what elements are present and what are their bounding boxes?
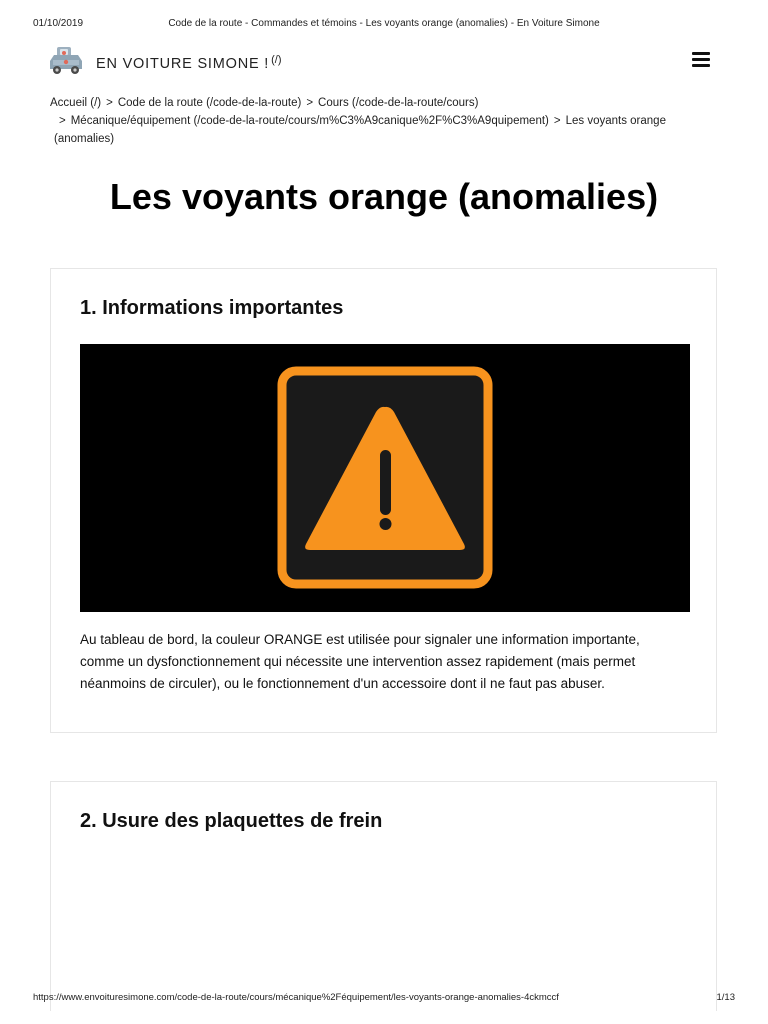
breadcrumb-separator: >: [553, 115, 561, 127]
print-document-title: Code de la route - Commandes et témoins - Les voyants orange (anomalies) - En Voiture Simone: [168, 18, 600, 29]
breadcrumb-item-cours[interactable]: Cours (/code-de-la-route/cours): [318, 97, 479, 109]
breadcrumb-separator: >: [306, 97, 314, 109]
print-date: 01/10/2019: [33, 18, 84, 29]
menu-bar: [692, 58, 710, 61]
menu-bar: [692, 64, 710, 67]
car-mascot-icon[interactable]: [48, 44, 84, 78]
breadcrumb-item-mecanique[interactable]: Mécanique/équipement (/code-de-la-route/cours/m%C3%A9canique%2F%C3%A9quipement): [70, 115, 549, 127]
print-footer: [33, 992, 735, 1006]
section-card-informations: [50, 268, 717, 733]
site-header: [48, 44, 708, 80]
brand-text[interactable]: EN VOITURE SIMONE !: [96, 56, 270, 72]
brand-name[interactable]: [96, 54, 282, 72]
section-paragraph: Au tableau de bord, la couleur ORANGE est utilisée pour signaler une information importante, comme un dysfonctionnement qui nécessite une intervention assez rapidement (mais permet néanmoins de circuler), ou le fonctionnement d'un accessoire dont il ne faut pas abuser.: [80, 632, 640, 691]
breadcrumb-item-current: Les voyants orange (anomalies): [54, 115, 666, 145]
hamburger-menu-icon[interactable]: [692, 52, 710, 68]
breadcrumb-separator: >: [106, 97, 113, 109]
breadcrumb-item-code-de-la-route[interactable]: Code de la route (/code-de-la-route): [117, 97, 302, 109]
breadcrumb-separator: >: [59, 115, 66, 127]
print-header: [33, 18, 735, 32]
print-url: https://www.envoituresimone.com/code-de-la-route/cours/mécanique%2Féquipement/les-voyants-orange-anomalies-4ckmccf: [33, 992, 559, 1003]
print-page-number: 1/13: [716, 992, 735, 1003]
warning-triangle-icon: [80, 344, 690, 612]
breadcrumb: [50, 94, 728, 148]
breadcrumb-item-accueil[interactable]: Accueil (/): [50, 97, 102, 109]
section-card-plaquettes: [50, 781, 717, 1011]
warning-light-image: [80, 344, 690, 612]
section-heading: 1. Informations importantes: [80, 297, 344, 319]
brand-link[interactable]: (/): [271, 54, 282, 66]
section-heading: 2. Usure des plaquettes de frein: [80, 810, 383, 832]
page-title: Les voyants orange (anomalies): [109, 176, 659, 217]
menu-bar: [692, 52, 710, 55]
